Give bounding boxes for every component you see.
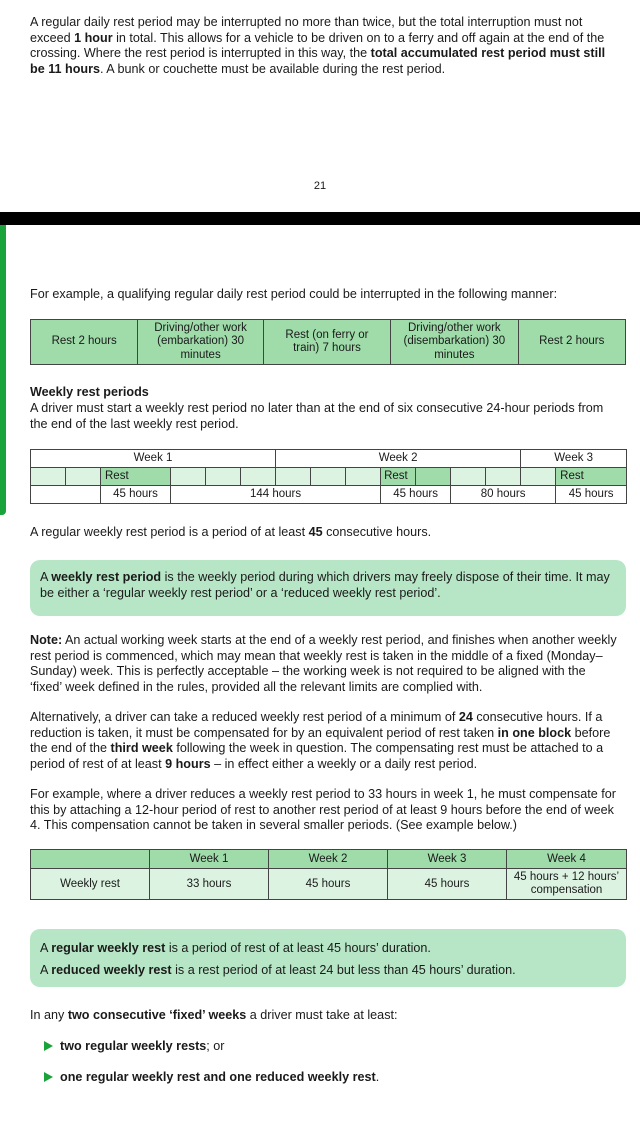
header-cell: Week 2: [269, 850, 388, 869]
box-line: [40, 937, 616, 959]
day-cell: [206, 468, 241, 486]
week-label: Week 3: [521, 450, 627, 468]
day-cell: [66, 468, 101, 486]
triangle-bullet-icon: [44, 1041, 53, 1051]
hours-cell: 45 hours: [101, 486, 171, 504]
header-cell: Week 4: [507, 850, 627, 869]
hours-cell: 144 hours: [171, 486, 381, 504]
text: A: [40, 570, 52, 584]
page-divider: [0, 212, 640, 225]
text: An actual working week starts at the end of a weekly rest period, and finishes when another weekly rest period is commenced, which may mean that weekly rest is taken in the middle of a fixed (Monday–Sunday) week. This is perfectly acceptable – the working week is not required to be aligned with the ‘fixed’ week defined in the rules, provided all the relevant limits are complied with.: [30, 633, 617, 694]
bold-text: in one block: [497, 725, 572, 740]
table-cell: Rest (on ferry or train) 7 hours: [263, 320, 390, 365]
text: in total. This allows for a vehicle to be driven on to a ferry and off again at the end of the crossing. Where the rest period is interrupted in this way, the: [30, 30, 605, 60]
intro-paragraph: [30, 15, 618, 77]
example-paragraph: For example, where a driver reduces a weekly rest period to 33 hours in week 1, he must compensate for this by attaching a 12-hour period of rest to another rest period of at least 9 hours before the end of week 4. This compensation cannot be taken in several smaller periods. (See example below.): [30, 787, 616, 832]
bold-text: two consecutive ‘fixed’ weeks: [67, 1008, 247, 1022]
bold-text: 9 hours: [165, 756, 211, 771]
text: a driver must take at least:: [246, 1008, 398, 1022]
consecutive-weeks-text: [30, 1008, 618, 1024]
bold-text: 45: [308, 525, 323, 539]
text: consecutive hours. If a reduction is taken, it must be compensated for by an equivalent period of rest taken: [30, 710, 603, 740]
text: . A bunk or couchette must be available during the rest period.: [100, 61, 446, 76]
triangle-bullet-icon: [44, 1072, 53, 1082]
day-cell: [451, 468, 486, 486]
rest-cell-extension: [416, 468, 451, 486]
day-cell: [346, 468, 381, 486]
text: before the end of the: [30, 725, 611, 755]
day-cell: [276, 468, 311, 486]
alternative-paragraph: [30, 710, 618, 772]
rest-cell: Rest: [381, 468, 416, 486]
definition-box-2: [30, 929, 626, 987]
text: In any: [30, 1008, 68, 1022]
week-schedule-table: [30, 449, 627, 504]
accent-bar: [0, 225, 6, 515]
header-cell: [31, 850, 150, 869]
row-label: Weekly rest: [31, 869, 150, 900]
text: A: [40, 963, 52, 977]
day-cell: [31, 468, 66, 486]
bold-text: total accumulated rest period must still be 11 hours: [30, 46, 606, 76]
bold-text: one regular weekly rest and one reduced weekly rest: [60, 1070, 376, 1084]
weekly-heading: Weekly rest periods: [30, 385, 149, 399]
blank-cell: [31, 486, 101, 504]
table-cell: Driving/other work (disembarkation) 30 minutes: [391, 320, 518, 365]
bold-text: Note:: [30, 633, 63, 647]
text: A regular daily rest period may be interrupted no more than twice, but the total interruption must not exceed: [30, 15, 583, 45]
day-cell: [241, 468, 276, 486]
week-label: Week 2: [276, 450, 521, 468]
note-paragraph: [30, 633, 618, 695]
bullet-item: [44, 1039, 225, 1053]
table-cell: Rest 2 hours: [518, 320, 625, 365]
week-label: Week 1: [31, 450, 276, 468]
text: Alternatively, a driver can take a reduced weekly rest period of a minimum of: [30, 710, 459, 724]
page-number: 21: [313, 180, 327, 192]
example-intro: For example, a qualifying regular daily rest period could be interrupted in the following manner:: [30, 287, 558, 301]
bold-text: regular weekly rest: [51, 941, 166, 955]
text: consecutive hours.: [322, 525, 432, 539]
text: .: [375, 1070, 380, 1084]
text: following the week in question. The compensating rest must be attached to a period of rest of at least: [30, 741, 604, 771]
text: A: [40, 941, 52, 955]
regular-weekly-text: [30, 525, 618, 541]
bold-text: 24: [458, 710, 473, 724]
bold-text: weekly rest period: [51, 570, 162, 584]
daily-rest-table: [30, 319, 626, 365]
bold-text: reduced weekly rest: [51, 963, 172, 977]
bullet-item: [44, 1070, 379, 1084]
text: – in effect either a weekly or a daily rest period.: [210, 756, 478, 771]
table-cell: 45 hours + 12 hours’ compensation: [507, 869, 627, 900]
rest-cell: Rest: [556, 468, 627, 486]
text: is the weekly period during which drivers may freely dispose of their time. It may be either a ‘regular weekly rest period’ or a ‘reduced weekly rest period’.: [40, 570, 610, 600]
table-cell: 45 hours: [269, 869, 388, 900]
hours-cell: 45 hours: [381, 486, 451, 504]
definition-box: [30, 560, 626, 616]
table-cell: Rest 2 hours: [31, 320, 138, 365]
compensation-table: [30, 849, 627, 900]
weekly-paragraph: A driver must start a weekly rest period no later than at the end of six consecutive 24-hour periods from the end of the last weekly rest period.: [30, 401, 604, 431]
text: ; or: [206, 1039, 225, 1053]
table-cell: 45 hours: [388, 869, 507, 900]
text: is a rest period of at least 24 but less than 45 hours’ duration.: [171, 963, 516, 977]
day-cell: [486, 468, 521, 486]
hours-cell: 80 hours: [451, 486, 556, 504]
day-cell: [521, 468, 556, 486]
hours-cell: 45 hours: [556, 486, 627, 504]
bold-text: two regular weekly rests: [60, 1039, 207, 1053]
header-cell: Week 3: [388, 850, 507, 869]
bold-text: third week: [110, 741, 173, 755]
day-cell: [311, 468, 346, 486]
header-cell: Week 1: [150, 850, 269, 869]
table-cell: Driving/other work (embarkation) 30 minutes: [138, 320, 263, 365]
text: is a period of rest of at least 45 hours’ duration.: [165, 941, 431, 955]
text: A regular weekly rest period is a period of at least: [30, 525, 309, 539]
day-cell: [171, 468, 206, 486]
box-line: [40, 959, 616, 981]
table-cell: 33 hours: [150, 869, 269, 900]
bold-text: 1 hour: [74, 30, 113, 45]
rest-cell: Rest: [101, 468, 171, 486]
